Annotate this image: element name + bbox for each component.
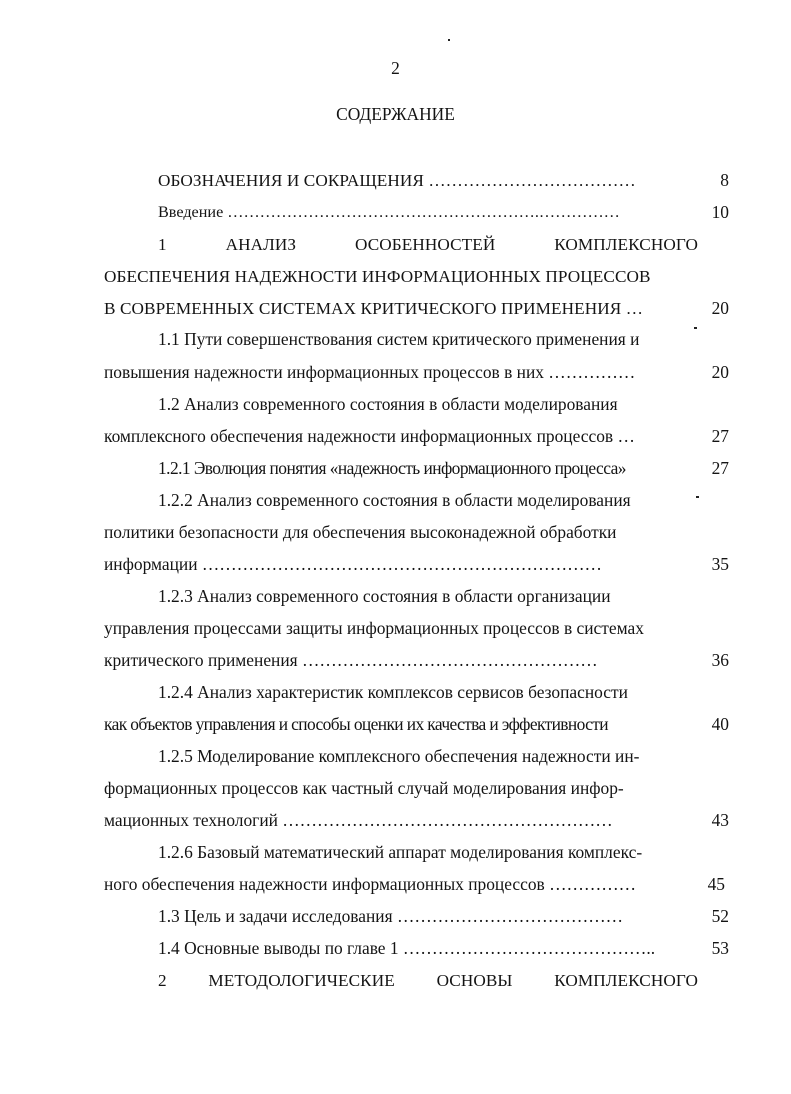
toc-ch1-word1: АНАЛИЗ <box>225 235 297 254</box>
toc-ch2-word1: МЕТОДОЛОГИЧЕСКИЕ <box>208 971 395 990</box>
scan-speck <box>696 496 699 498</box>
toc-page-intro: 10 <box>711 202 729 222</box>
toc-entry-1-3[interactable]: 1.3 Цель и задачи исследования ………………………………… <box>158 906 624 926</box>
toc-entry-abbrev[interactable]: ОБОЗНАЧЕНИЯ И СОКРАЩЕНИЯ ……………………………… <box>158 171 636 190</box>
toc-entry-1-2-3-line2[interactable]: управления процессами защиты информационных процессов в системах <box>104 618 644 638</box>
toc-entry-1-2-5-line2[interactable]: формационных процессов как частный случай моделирования инфор- <box>104 778 624 798</box>
toc-entry-1-2-line1[interactable]: 1.2 Анализ современного состояния в области моделирования <box>158 394 618 414</box>
toc-entry-1-2-5-line3[interactable]: мационных технологий ………………………………………………… <box>104 810 613 830</box>
toc-ch1-word3: КОМПЛЕКСНОГО <box>554 235 698 254</box>
toc-page-1-4: 53 <box>711 938 729 958</box>
toc-page-1-2-1: 27 <box>711 458 729 478</box>
toc-entry-1-2-4-line2[interactable]: как объектов управления и способы оценки их качества и эффективности <box>104 714 608 734</box>
scan-speck <box>448 39 450 41</box>
toc-entry-1-2-2-line3[interactable]: информации …………………………………………………………… <box>104 554 602 574</box>
toc-entry-intro[interactable]: Введение ………………………………………………….…………… <box>158 203 620 221</box>
toc-entry-1-2-6-line2[interactable]: ного обеспечения надежности информационных процессов …………… <box>104 874 637 894</box>
page-title: СОДЕРЖАНИЕ <box>336 104 455 124</box>
toc-entry-1-2-line2[interactable]: комплексного обеспечения надежности информационных процессов … <box>104 426 635 446</box>
toc-ch2-number: 2 <box>158 971 167 990</box>
toc-entry-ch1-line3[interactable]: В СОВРЕМЕННЫХ СИСТЕМАХ КРИТИЧЕСКОГО ПРИМЕНЕНИЯ … <box>104 299 643 318</box>
toc-page-1-2-4: 40 <box>711 714 729 734</box>
toc-page-1-2-2: 35 <box>711 554 729 574</box>
toc-page-1-2-3: 36 <box>711 650 729 670</box>
toc-page-1-3: 52 <box>711 906 729 926</box>
toc-entry-1-1-line2[interactable]: повышения надежности информационных процессов в них …………… <box>104 362 636 382</box>
toc-entry-1-2-2-line1[interactable]: 1.2.2 Анализ современного состояния в области моделирования <box>158 490 631 510</box>
toc-ch2-word3: КОМПЛЕКСНОГО <box>554 971 698 990</box>
toc-entry-1-2-3-line1[interactable]: 1.2.3 Анализ современного состояния в области организации <box>158 586 611 606</box>
toc-page-1-2-6: 45 <box>707 874 725 894</box>
page-number: 2 <box>391 58 400 78</box>
toc-entry-ch1-line1[interactable] <box>158 236 698 253</box>
toc-page-ch1: 20 <box>711 298 729 318</box>
toc-entry-ch2-line1[interactable] <box>158 972 698 989</box>
toc-page-1-2-5: 43 <box>711 810 729 830</box>
scan-speck <box>694 327 697 329</box>
toc-ch1-number: 1 <box>158 235 167 254</box>
toc-page-1-1: 20 <box>711 362 729 382</box>
toc-entry-ch1-line2[interactable]: ОБЕСПЕЧЕНИЯ НАДЕЖНОСТИ ИНФОРМАЦИОННЫХ ПРОЦЕССОВ <box>104 267 651 286</box>
toc-entry-1-2-5-line1[interactable]: 1.2.5 Моделирование комплексного обеспечения надежности ин- <box>158 746 640 766</box>
toc-ch1-word2: ОСОБЕННОСТЕЙ <box>354 235 496 254</box>
toc-entry-1-4[interactable]: 1.4 Основные выводы по главе 1 …………………………………….. <box>158 938 656 958</box>
toc-ch2-word2: ОСНОВЫ <box>436 971 513 990</box>
toc-page-1-2: 27 <box>711 426 729 446</box>
toc-entry-1-2-4-line1[interactable]: 1.2.4 Анализ характеристик комплексов сервисов безопасности <box>158 682 628 702</box>
toc-entry-1-1-line1[interactable]: 1.1 Пути совершенствования систем критического применения и <box>158 329 640 349</box>
toc-page-abbrev: 8 <box>720 170 729 190</box>
toc-entry-1-2-6-line1[interactable]: 1.2.6 Базовый математический аппарат моделирования комплекс- <box>158 842 643 862</box>
toc-entry-1-2-1[interactable]: 1.2.1 Эволюция понятия «надежность информационного процесса» <box>158 458 626 478</box>
toc-entry-1-2-3-line3[interactable]: критического применения …………………………………………… <box>104 650 598 670</box>
toc-entry-1-2-2-line2[interactable]: политики безопасности для обеспечения высоконадежной обработки <box>104 522 617 542</box>
